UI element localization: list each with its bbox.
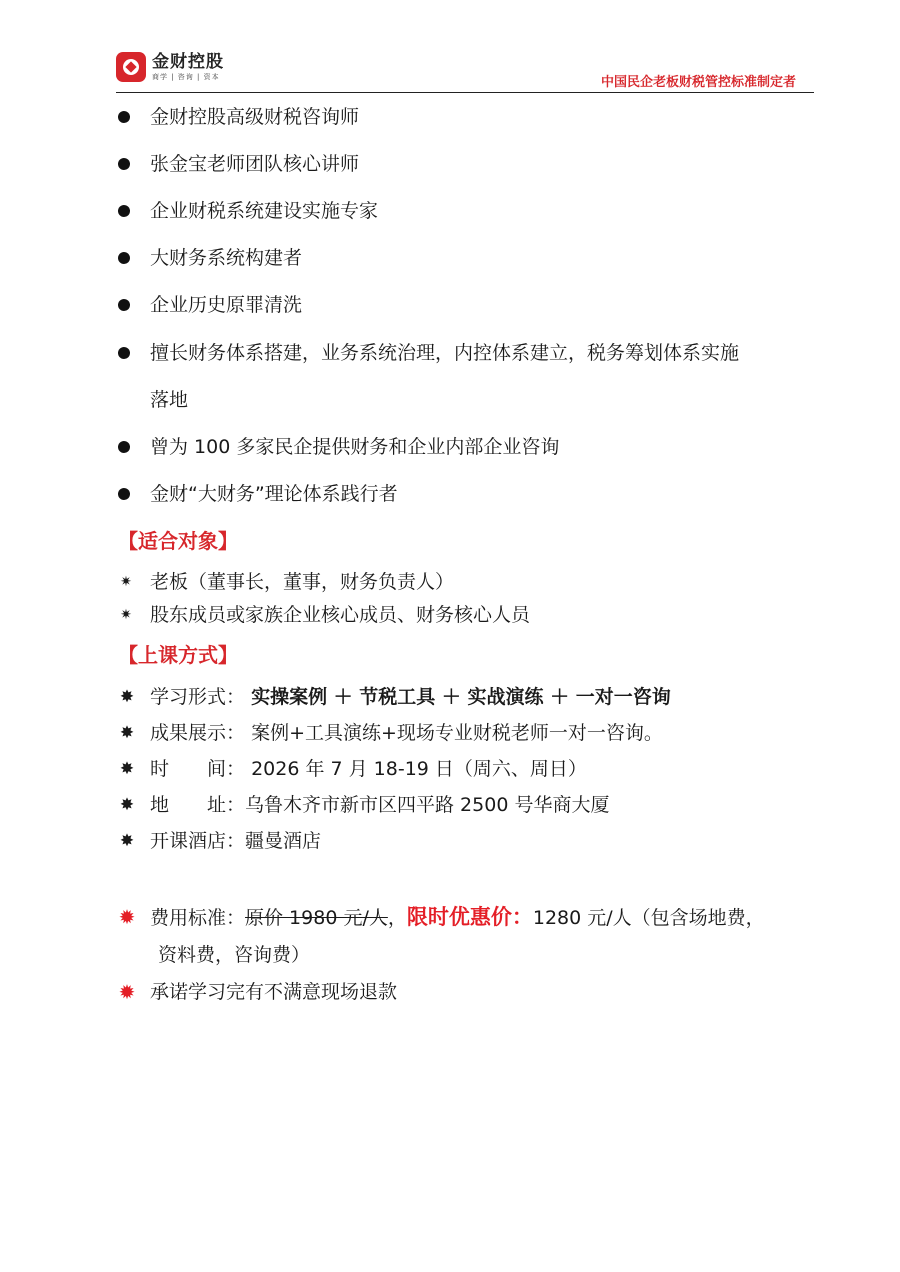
promo-price: 1280 元/人（包含场地费， (532, 907, 765, 929)
star-icon: ✷ (120, 574, 132, 590)
burst-icon: ✸ (119, 795, 135, 815)
promo-label: 限时优惠价： (406, 905, 533, 929)
burst-icon: ✸ (119, 687, 135, 707)
section-title-course: 【上课方式】 (118, 643, 238, 667)
company-logo (116, 52, 224, 82)
star-icon: ✷ (120, 607, 132, 623)
logo-subtitle: 商学 | 咨询 | 资本 (152, 72, 220, 81)
burst-icon: ✹ (118, 980, 136, 1004)
bullet-icon (118, 299, 130, 311)
burst-icon: ✹ (118, 905, 136, 929)
page-header (116, 52, 814, 93)
bullet-icon (118, 347, 130, 359)
original-price: 原价 1980 元/人 (245, 907, 388, 929)
logo-icon (116, 52, 146, 82)
header-slogan: 中国民企老板财税管控标准制定者 (600, 75, 796, 90)
burst-icon: ✸ (119, 831, 135, 851)
bullet-icon (118, 488, 130, 500)
section-title-audience: 【适合对象】 (118, 529, 238, 553)
burst-icon: ✸ (119, 723, 135, 743)
bullet-icon (118, 252, 130, 264)
fee-continuation: 资料费，咨询费） (158, 944, 311, 966)
bullet-icon (118, 205, 130, 217)
bullet-icon (118, 441, 130, 453)
bullet-icon (118, 158, 130, 170)
logo-name: 金财控股 (152, 51, 224, 72)
burst-icon: ✸ (119, 759, 135, 779)
bullet-icon (118, 111, 130, 123)
